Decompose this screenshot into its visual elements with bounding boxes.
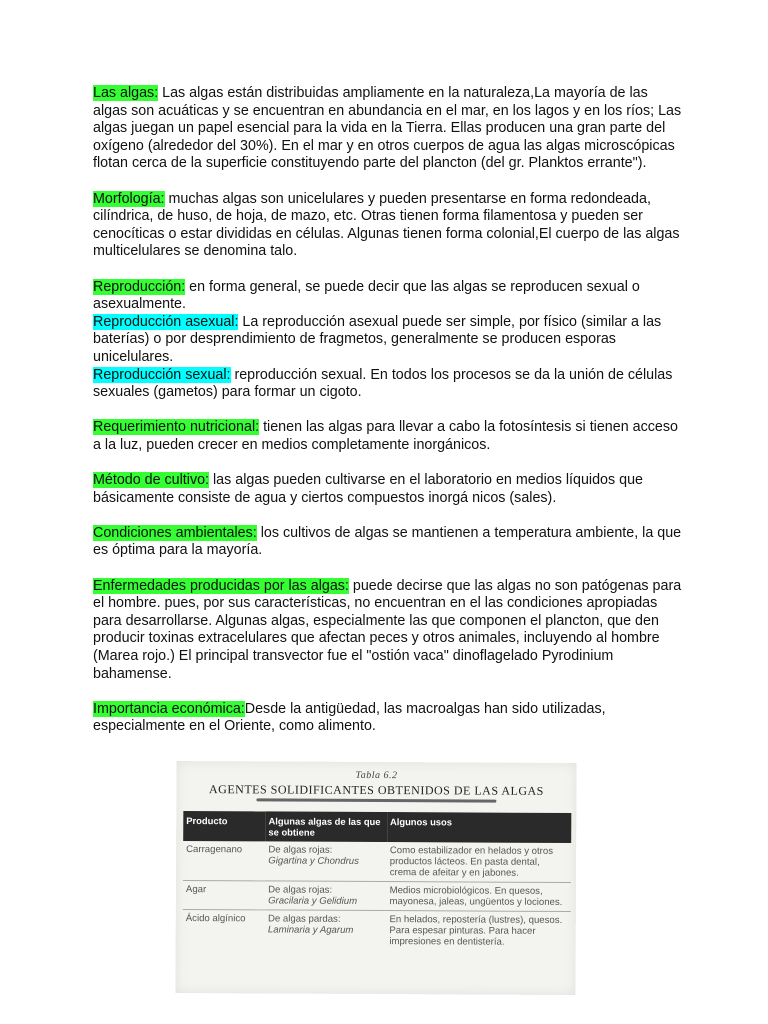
section-label: Requerimiento nutricional:: [93, 419, 260, 436]
paragraph-enfermedades: [93, 578, 683, 684]
section-text: los cultivos de algas se mantienen a temperatura ambiente, la que es óptima para la mayoría.: [93, 524, 682, 559]
section-label: Importancia económica:: [93, 700, 245, 717]
cell-producto: Carragenano: [183, 841, 265, 881]
table-header-row: [183, 811, 571, 843]
section-text: reproducción sexual. En todos los procesos se da la unión de células sexuales (gametos) para formar un cigoto.: [93, 366, 673, 401]
section-text: las algas pueden cultivarse en el laboratorio en medios líquidos que básicamente consiste de agua y ciertos compuestos inorgá nicos (sales).: [93, 472, 643, 506]
cell-algas: [265, 881, 387, 911]
paragraph-requerimiento-nutricional: [93, 419, 683, 454]
column-header-usos: Algunos usos: [387, 812, 571, 843]
paragraph-condiciones-ambientales: [93, 525, 683, 560]
algas-prefix: De algas rojas:: [268, 884, 333, 896]
table-number: Tabla 6.2: [355, 769, 398, 782]
paragraph-las-algas: [93, 85, 683, 173]
section-label: Morfología:: [93, 190, 165, 207]
column-header-algas: Algunas algas de las que se obtiene: [265, 811, 387, 842]
paragraph-morfologia: [93, 191, 683, 261]
paragraph-reproduccion: [93, 279, 683, 314]
table-row: [183, 909, 571, 951]
table-heading: [176, 769, 576, 803]
cell-usos: Como estabilizador en helados y otros productos lácteos. En pasta dental, crema de afeitar y en jabones.: [387, 842, 572, 882]
section-text: Desde la antigüedad, las macroalgas han sido utilizadas, especialmente en el Oriente, como alimento.: [93, 700, 606, 735]
section-label: Enfermedades producidas por las algas:: [93, 577, 349, 594]
section-label: Reproducción:: [93, 278, 186, 295]
section-text: Las algas están distribuidas ampliamente en la naturaleza,La mayoría de las algas son acuáticas y se encuentran en abundancia en el mar, en los lagos y en los ríos; Las algas juegan un papel esencial para la vida en la Tierra. Ellas producen una gran parte del oxígeno (alrededor del 30%). En el mar y en otros cuerpos de agua las algas microscópicas flotan cerca de la superficie constituyendo parte del plancton (del gr. Planktos errante").: [93, 85, 682, 172]
paragraph-importancia-economica: [93, 701, 683, 736]
section-label: Método de cultivo:: [93, 472, 210, 489]
title-underline: [256, 798, 496, 802]
table-row: [183, 880, 571, 911]
cell-usos: En helados, repostería (lustres), quesos. Para espesar pinturas. Para hacer impresiones en dentistería.: [389, 914, 563, 948]
section-label: Reproducción sexual:: [93, 366, 231, 383]
table-row: [183, 841, 571, 883]
section-label: Reproducción asexual:: [93, 313, 239, 330]
table-title: AGENTES SOLIDIFICANTES OBTENIDOS DE LAS ALGAS: [209, 782, 544, 798]
algas-prefix: De algas rojas:: [268, 844, 333, 856]
cell-usos: Medios microbiológicos. En quesos, mayonesa, jaleas, ungüentos y lociones.: [387, 882, 571, 912]
section-text: muchas algas son unicelulares y pueden presentarse en forma redondeada, cilíndrica, de huso, de hoja, de mazo, etc. Otras tienen forma filamentosa y pueden ser cenocíticas o estar divididas en células. Algunas tienen forma colonial,El cuerpo de las algas multicelulares se denomina talo.: [93, 190, 680, 260]
section-label: Las algas:: [93, 85, 159, 101]
section-label: Condiciones ambientales:: [93, 524, 257, 541]
algas-prefix: De algas pardas:: [267, 913, 341, 925]
section-text: en forma general, se puede decir que las algas se reproducen sexual o asexualmente.: [93, 278, 640, 313]
agents-table: [183, 811, 572, 951]
section-text: tienen las algas para llevar a cabo la fotosíntesis si tienen acceso a la luz, pueden crecer en medios completamente inorgánicos.: [93, 419, 678, 453]
table-photo: [175, 761, 576, 995]
cell-algas: [265, 841, 387, 881]
document-body: [93, 85, 683, 736]
cell-algas: [265, 910, 387, 950]
cell-producto: Agar: [183, 880, 265, 909]
paragraph-reproduccion-sexual: [93, 367, 683, 402]
paragraph-reproduccion-asexual: [93, 314, 683, 367]
paragraph-metodo-de-cultivo: [93, 472, 683, 507]
algas-species: Gracilaria y Gelidium: [268, 895, 358, 907]
section-text: La reproducción asexual puede ser simple, por físico (similar a las baterías) o por desprendimiento de fragmetos, generalmente se producen esporas unicelulares.: [93, 313, 662, 365]
column-header-producto: Producto: [183, 811, 265, 841]
algas-species: Gigartina y Chondrus: [268, 855, 359, 867]
cell-producto: Ácido algínico: [185, 913, 246, 925]
section-text: puede decirse que las algas no son patógenas para el hombre. pues, por sus características, no encuentran en el las condiciones apropiadas para desarrollarse. Algunas algas, especialmente las que componen el plancton, que den producir toxinas extracelulares que afectan peces y otros animales, incluyendo al hombre (Marea rojo.) El principal transvector fue el "ostión vaca" dinoflagelado Pyrodinium bahamense.: [93, 577, 682, 682]
algas-species: Laminaria y Agarum: [267, 924, 354, 936]
